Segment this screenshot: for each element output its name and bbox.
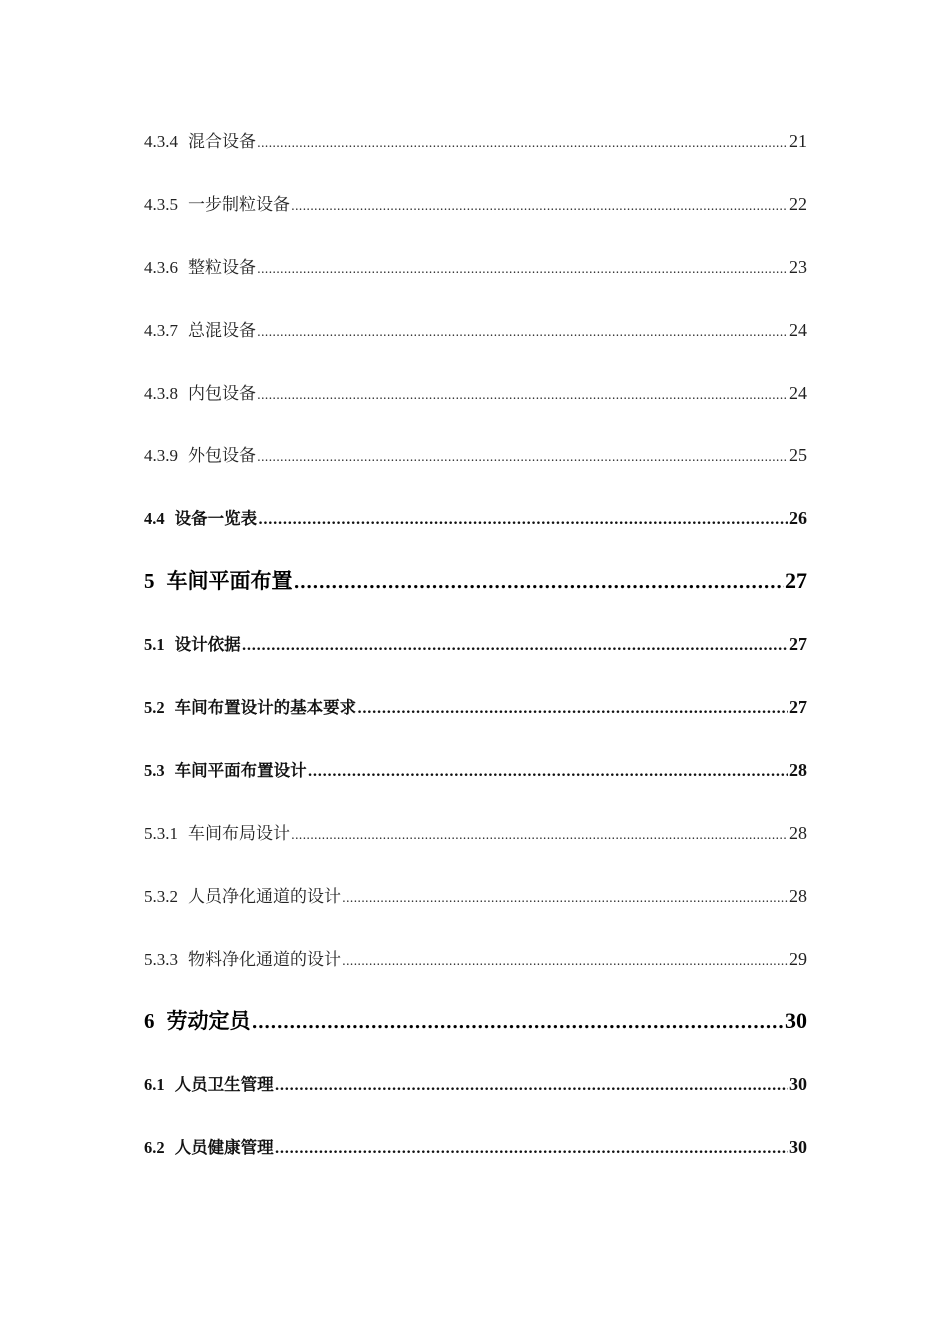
dot-leader	[342, 931, 788, 990]
toc-entry-number: 6.2	[144, 1138, 165, 1158]
toc-entry-4-3-5[interactable]	[144, 175, 807, 238]
toc-entry-title: 总混设备	[188, 320, 256, 341]
toc-entry-6-2[interactable]	[144, 1118, 807, 1181]
toc-entry-number: 4.3.7	[144, 320, 178, 340]
toc-entry-title: 车间平面布置	[166, 568, 293, 594]
toc-entry-title: 整粒设备	[188, 257, 256, 278]
toc-entry-page-number: 30	[789, 1074, 807, 1095]
toc-entry-title: 设备一览表	[174, 509, 258, 529]
toc-chapter-5[interactable]	[144, 552, 807, 615]
toc-entry-page-number: 24	[789, 319, 807, 340]
toc-entry-title: 人员净化通道的设计	[188, 886, 341, 907]
toc-entry-4-3-6[interactable]	[144, 238, 807, 301]
dot-leader	[257, 365, 788, 424]
toc-entry-page-number: 30	[785, 1008, 807, 1034]
toc-entry-number: 4.4	[144, 509, 165, 529]
toc-entry-title: 设计依据	[174, 635, 241, 655]
toc-entry-5-3-3[interactable]	[144, 930, 807, 993]
toc-entry-number: 5.3.3	[144, 949, 178, 969]
dot-leader	[291, 805, 788, 864]
dot-leader	[252, 992, 785, 1052]
dot-leader	[257, 113, 788, 172]
toc-entry-6-1[interactable]	[144, 1055, 807, 1118]
dot-leader	[342, 868, 788, 927]
toc-entry-5-3-2[interactable]	[144, 867, 807, 930]
toc-entry-4-3-9[interactable]	[144, 426, 807, 489]
dot-leader	[291, 176, 788, 235]
toc-entry-4-3-4[interactable]	[144, 112, 807, 175]
toc-entry-number: 4.3.6	[144, 257, 178, 277]
toc-entry-page-number: 28	[789, 885, 807, 906]
toc-entry-title: 物料净化通道的设计	[188, 949, 341, 970]
toc-entry-title: 车间布局设计	[188, 823, 290, 844]
dot-leader	[357, 679, 788, 738]
toc-entry-title: 人员健康管理	[174, 1138, 274, 1158]
toc-entry-title: 车间布置设计的基本要求	[174, 698, 357, 718]
toc-entry-4-3-8[interactable]	[144, 364, 807, 427]
toc-entry-number: 5.3.2	[144, 886, 178, 906]
toc-entry-page-number: 24	[789, 382, 807, 403]
toc-chapter-6[interactable]	[144, 992, 807, 1055]
toc-entry-page-number: 27	[789, 634, 807, 655]
table-of-contents	[144, 112, 807, 1181]
dot-leader	[294, 552, 785, 612]
toc-entry-number: 6.1	[144, 1075, 165, 1095]
toc-entry-page-number: 30	[789, 1137, 807, 1158]
toc-entry-number: 5.3	[144, 760, 165, 780]
toc-entry-5-2[interactable]	[144, 678, 807, 741]
toc-entry-number: 5.3.1	[144, 823, 178, 843]
toc-entry-5-3[interactable]	[144, 741, 807, 804]
toc-entry-number: 5.2	[144, 698, 165, 718]
dot-leader	[275, 1056, 788, 1115]
toc-entry-page-number: 28	[789, 822, 807, 843]
dot-leader	[275, 1119, 788, 1178]
toc-entry-page-number: 27	[789, 697, 807, 718]
toc-entry-page-number: 27	[785, 568, 807, 594]
toc-entry-4-3-7[interactable]	[144, 301, 807, 364]
toc-entry-page-number: 22	[789, 193, 807, 214]
toc-entry-number: 4.3.5	[144, 194, 178, 214]
toc-entry-title: 人员卫生管理	[174, 1075, 274, 1095]
toc-entry-number: 5	[144, 569, 155, 594]
dot-leader	[308, 742, 788, 801]
toc-entry-title: 一步制粒设备	[188, 194, 290, 215]
toc-entry-number: 5.1	[144, 635, 165, 655]
toc-entry-5-3-1[interactable]	[144, 804, 807, 867]
toc-entry-page-number: 26	[789, 508, 807, 529]
dot-leader	[257, 239, 788, 298]
toc-entry-page-number: 28	[789, 759, 807, 780]
toc-entry-title: 劳动定员	[166, 1008, 251, 1034]
toc-entry-4-4[interactable]	[144, 489, 807, 552]
toc-entry-page-number: 21	[789, 131, 807, 151]
dot-leader	[257, 427, 788, 486]
toc-entry-5-1[interactable]	[144, 615, 807, 678]
toc-entry-number: 4.3.8	[144, 383, 178, 403]
toc-entry-number: 4.3.9	[144, 446, 178, 466]
toc-entry-page-number: 25	[789, 445, 807, 466]
toc-entry-title: 外包设备	[188, 446, 256, 467]
toc-entry-page-number: 29	[789, 948, 807, 969]
toc-entry-number: 6	[144, 1009, 155, 1034]
dot-leader	[258, 490, 788, 549]
dot-leader	[257, 302, 788, 361]
toc-entry-title: 内包设备	[188, 383, 256, 404]
toc-entry-page-number: 23	[789, 256, 807, 277]
toc-entry-title: 混合设备	[188, 132, 256, 152]
dot-leader	[242, 616, 788, 675]
toc-entry-title: 车间平面布置设计	[174, 760, 307, 780]
toc-entry-number: 4.3.4	[144, 132, 178, 151]
